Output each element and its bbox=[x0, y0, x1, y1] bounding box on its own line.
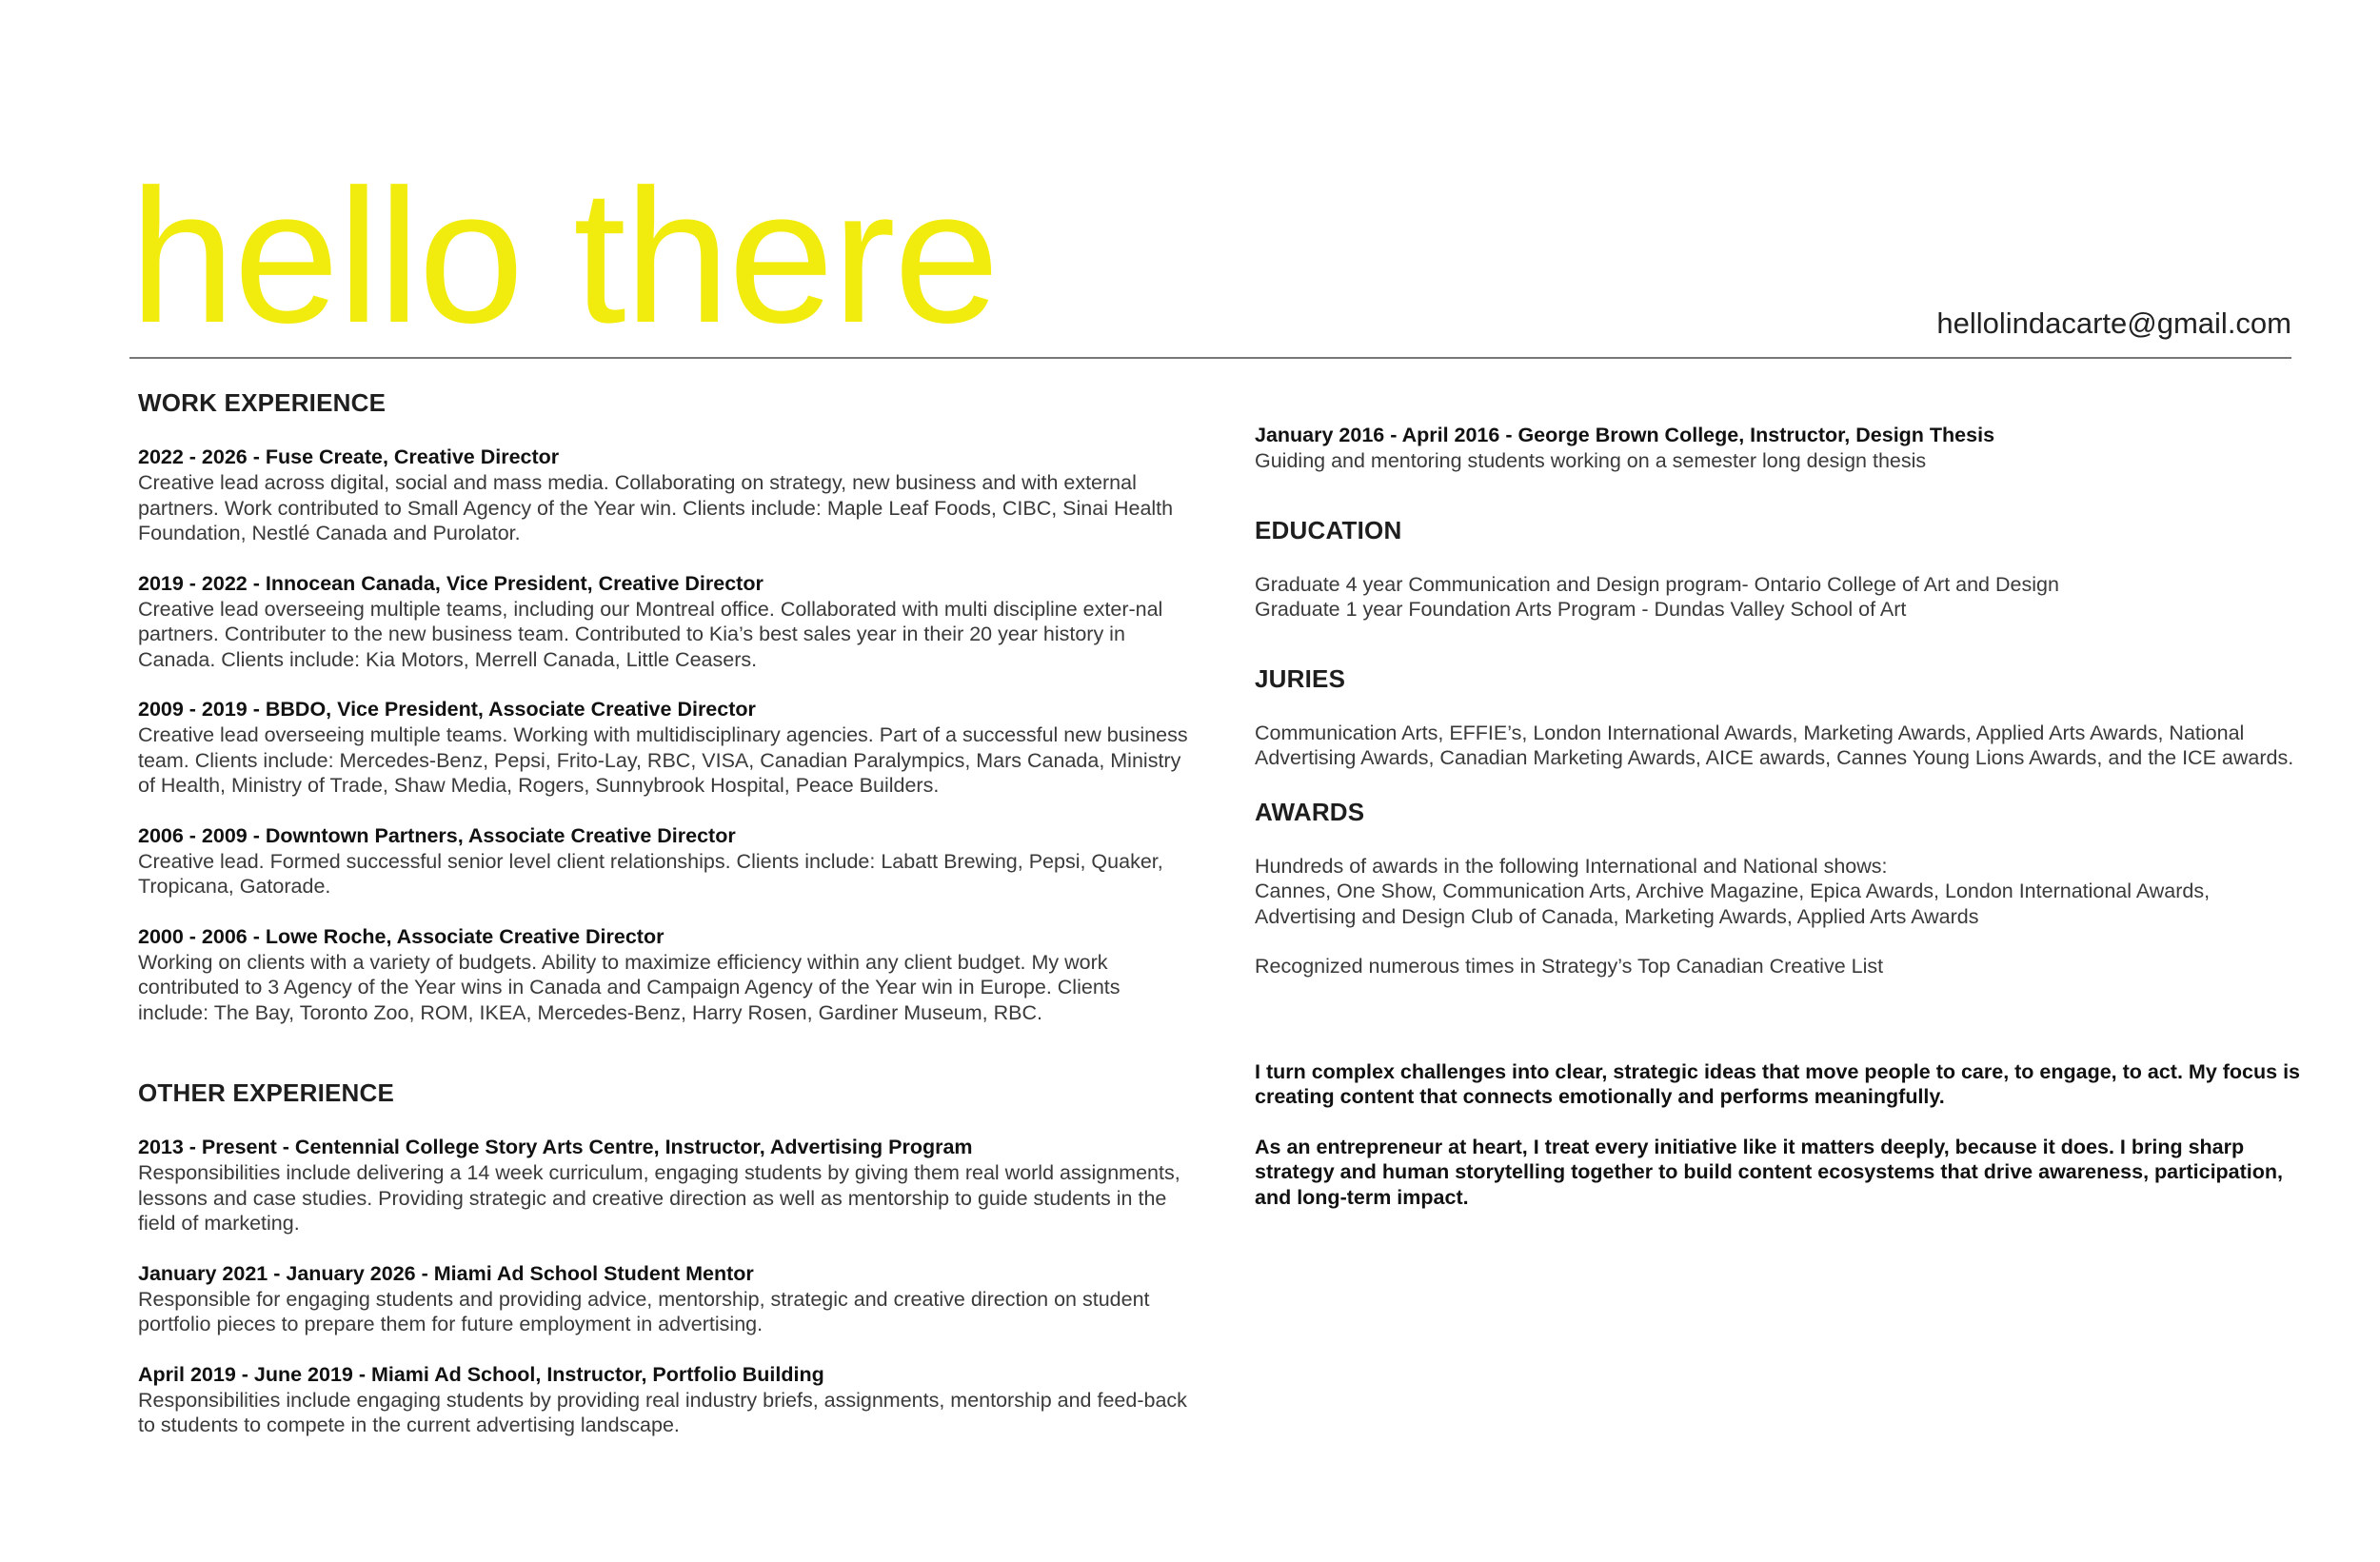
right-column bbox=[1255, 423, 2313, 1235]
education-heading: EDUCATION bbox=[1255, 515, 1402, 544]
work-entry-body: Creative lead overseeing multiple teams, including our Montreal office. Collaborated with multi discipline exter-nal partners. Contributer to the new business team. Contributed to Kia’s best sales year in their 20 year history in Canada. Clients include: Kia Motors, Merrell Canada, Little Ceasers. bbox=[138, 597, 1163, 671]
juries-body: Communication Arts, EFFIE’s, London International Awards, Marketing Awards, Applied Arts Awards, National Advertising Awards, Canadian Marketing Awards, AICE awards, Cannes Young Lions Awards, and the ICE awards. bbox=[1255, 721, 2294, 769]
other-experience-heading: OTHER EXPERIENCE bbox=[138, 1078, 395, 1107]
education-item: Graduate 4 year Communication and Design program- Ontario College of Art and Design bbox=[1255, 572, 2059, 596]
work-entry bbox=[138, 823, 1195, 900]
education-list bbox=[1255, 572, 2313, 623]
other-entry bbox=[1255, 423, 2313, 474]
work-entry bbox=[138, 697, 1195, 799]
work-entry-title: 2009 - 2019 - BBDO, Vice President, Associate Creative Director bbox=[138, 698, 756, 721]
awards-intro: Hundreds of awards in the following International and National shows: bbox=[1255, 854, 1888, 878]
other-entry-body: Responsibilities include engaging students by providing real industry briefs, assignments, mentorship and feed-back to students to compete in the current advertising landscape. bbox=[138, 1388, 1187, 1436]
work-entry bbox=[138, 924, 1195, 1026]
work-entry-body: Creative lead overseeing multiple teams. Working with multidisciplinary agencies. Part of a successful new business team. Clients include: Mercedes-Benz, Pepsi, Frito-Lay, RBC, VISA, Canadian Paralympics, Mars Canada, Ministry of Health, Ministry of Trade, Shaw Media, Rogers, Sunnybrook Hospital, Peace Builders. bbox=[138, 723, 1188, 797]
other-entry bbox=[138, 1135, 1195, 1236]
bio-paragraph: I turn complex challenges into clear, strategic ideas that move people to care, to engage, to act. My focus is creating content that connects emotionally and performs meaningfully. bbox=[1255, 1059, 2301, 1108]
work-entry bbox=[138, 445, 1195, 546]
work-entry-body: Working on clients with a variety of budgets. Ability to maximize efficiency within any client budget. My work contributed to 3 Agency of the Year wins in Canada and Campaign Agency of the Year win in Europe. Clients include: The Bay, Toronto Zoo, ROM, IKEA, Mercedes-Benz, Harry Rosen, Gardiner Museum, RBC. bbox=[138, 950, 1121, 1024]
other-entry bbox=[138, 1362, 1195, 1438]
awards-heading: AWARDS bbox=[1255, 797, 1365, 826]
awards-shows: Cannes, One Show, Communication Arts, Archive Magazine, Epica Awards, London International Awards, Advertising and Design Club of Canada, Marketing Awards, Applied Arts Awards bbox=[1255, 880, 2211, 928]
section-spacer bbox=[138, 1050, 1195, 1078]
header-divider bbox=[129, 357, 2291, 359]
work-entry-title: 2019 - 2022 - Innocean Canada, Vice President, Creative Director bbox=[138, 571, 764, 595]
juries-heading: JURIES bbox=[1255, 663, 1346, 693]
work-entry-title: 2022 - 2026 - Fuse Create, Creative Director bbox=[138, 445, 560, 468]
other-entry-body: Responsible for engaging students and providing advice, mentorship, strategic and creative direction on student portfolio pieces to prepare them for future employment in advertising. bbox=[138, 1287, 1150, 1335]
awards-recognition: Recognized numerous times in Strategy’s Top Canadian Creative List bbox=[1255, 955, 1884, 978]
left-column bbox=[138, 388, 1195, 1463]
work-experience-heading: WORK EXPERIENCE bbox=[138, 388, 387, 417]
work-entry-title: 2000 - 2006 - Lowe Roche, Associate Creative Director bbox=[138, 924, 664, 948]
other-entry-title: January 2021 - January 2026 - Miami Ad School Student Mentor bbox=[138, 1261, 754, 1285]
greeting-headline: hello there bbox=[129, 150, 998, 363]
bio-paragraph: As an entrepreneur at heart, I treat every initiative like it matters deeply, because it does. I bring sharp strategy and human storytelling together to build content ecosystems that drive awareness, participation, and long-term impact. bbox=[1255, 1135, 2284, 1209]
work-entry-title: 2006 - 2009 - Downtown Partners, Associate Creative Director bbox=[138, 823, 736, 847]
work-entry bbox=[138, 571, 1195, 673]
other-entry-title: April 2019 - June 2019 - Miami Ad School, Instructor, Portfolio Building bbox=[138, 1362, 824, 1386]
contact-email[interactable]: hellolindacarte@gmail.com bbox=[1936, 306, 2291, 340]
work-entry-body: Creative lead. Formed successful senior level client relationships. Clients include: Labatt Brewing, Pepsi, Quaker, Tropicana, Gatorade. bbox=[138, 849, 1163, 898]
education-item: Graduate 1 year Foundation Arts Program - Dundas Valley School of Art bbox=[1255, 598, 1907, 621]
other-entry bbox=[138, 1261, 1195, 1337]
work-entry-body: Creative lead across digital, social and mass media. Collaborating on strategy, new business and with external partners. Work contributed to Small Agency of the Year win. Clients include: Maple Leaf Foods, CIBC, Sinai Health Foundation, Nestlé Canada and Purolator. bbox=[138, 471, 1174, 544]
other-entry-body: Responsibilities include delivering a 14 week curriculum, engaging students by giving them real world assignments, lessons and case studies. Providing strategic and creative direction as well as mentorship to guide students in the field of marketing. bbox=[138, 1161, 1180, 1235]
other-entry-title: 2013 - Present - Centennial College Story Arts Centre, Instructor, Advertising Program bbox=[138, 1136, 973, 1158]
other-entry-body: Guiding and mentoring students working on a semester long design thesis bbox=[1255, 449, 1927, 472]
awards-list bbox=[1255, 854, 2313, 930]
other-entry-title: January 2016 - April 2016 - George Brown College, Instructor, Design Thesis bbox=[1255, 424, 1995, 446]
